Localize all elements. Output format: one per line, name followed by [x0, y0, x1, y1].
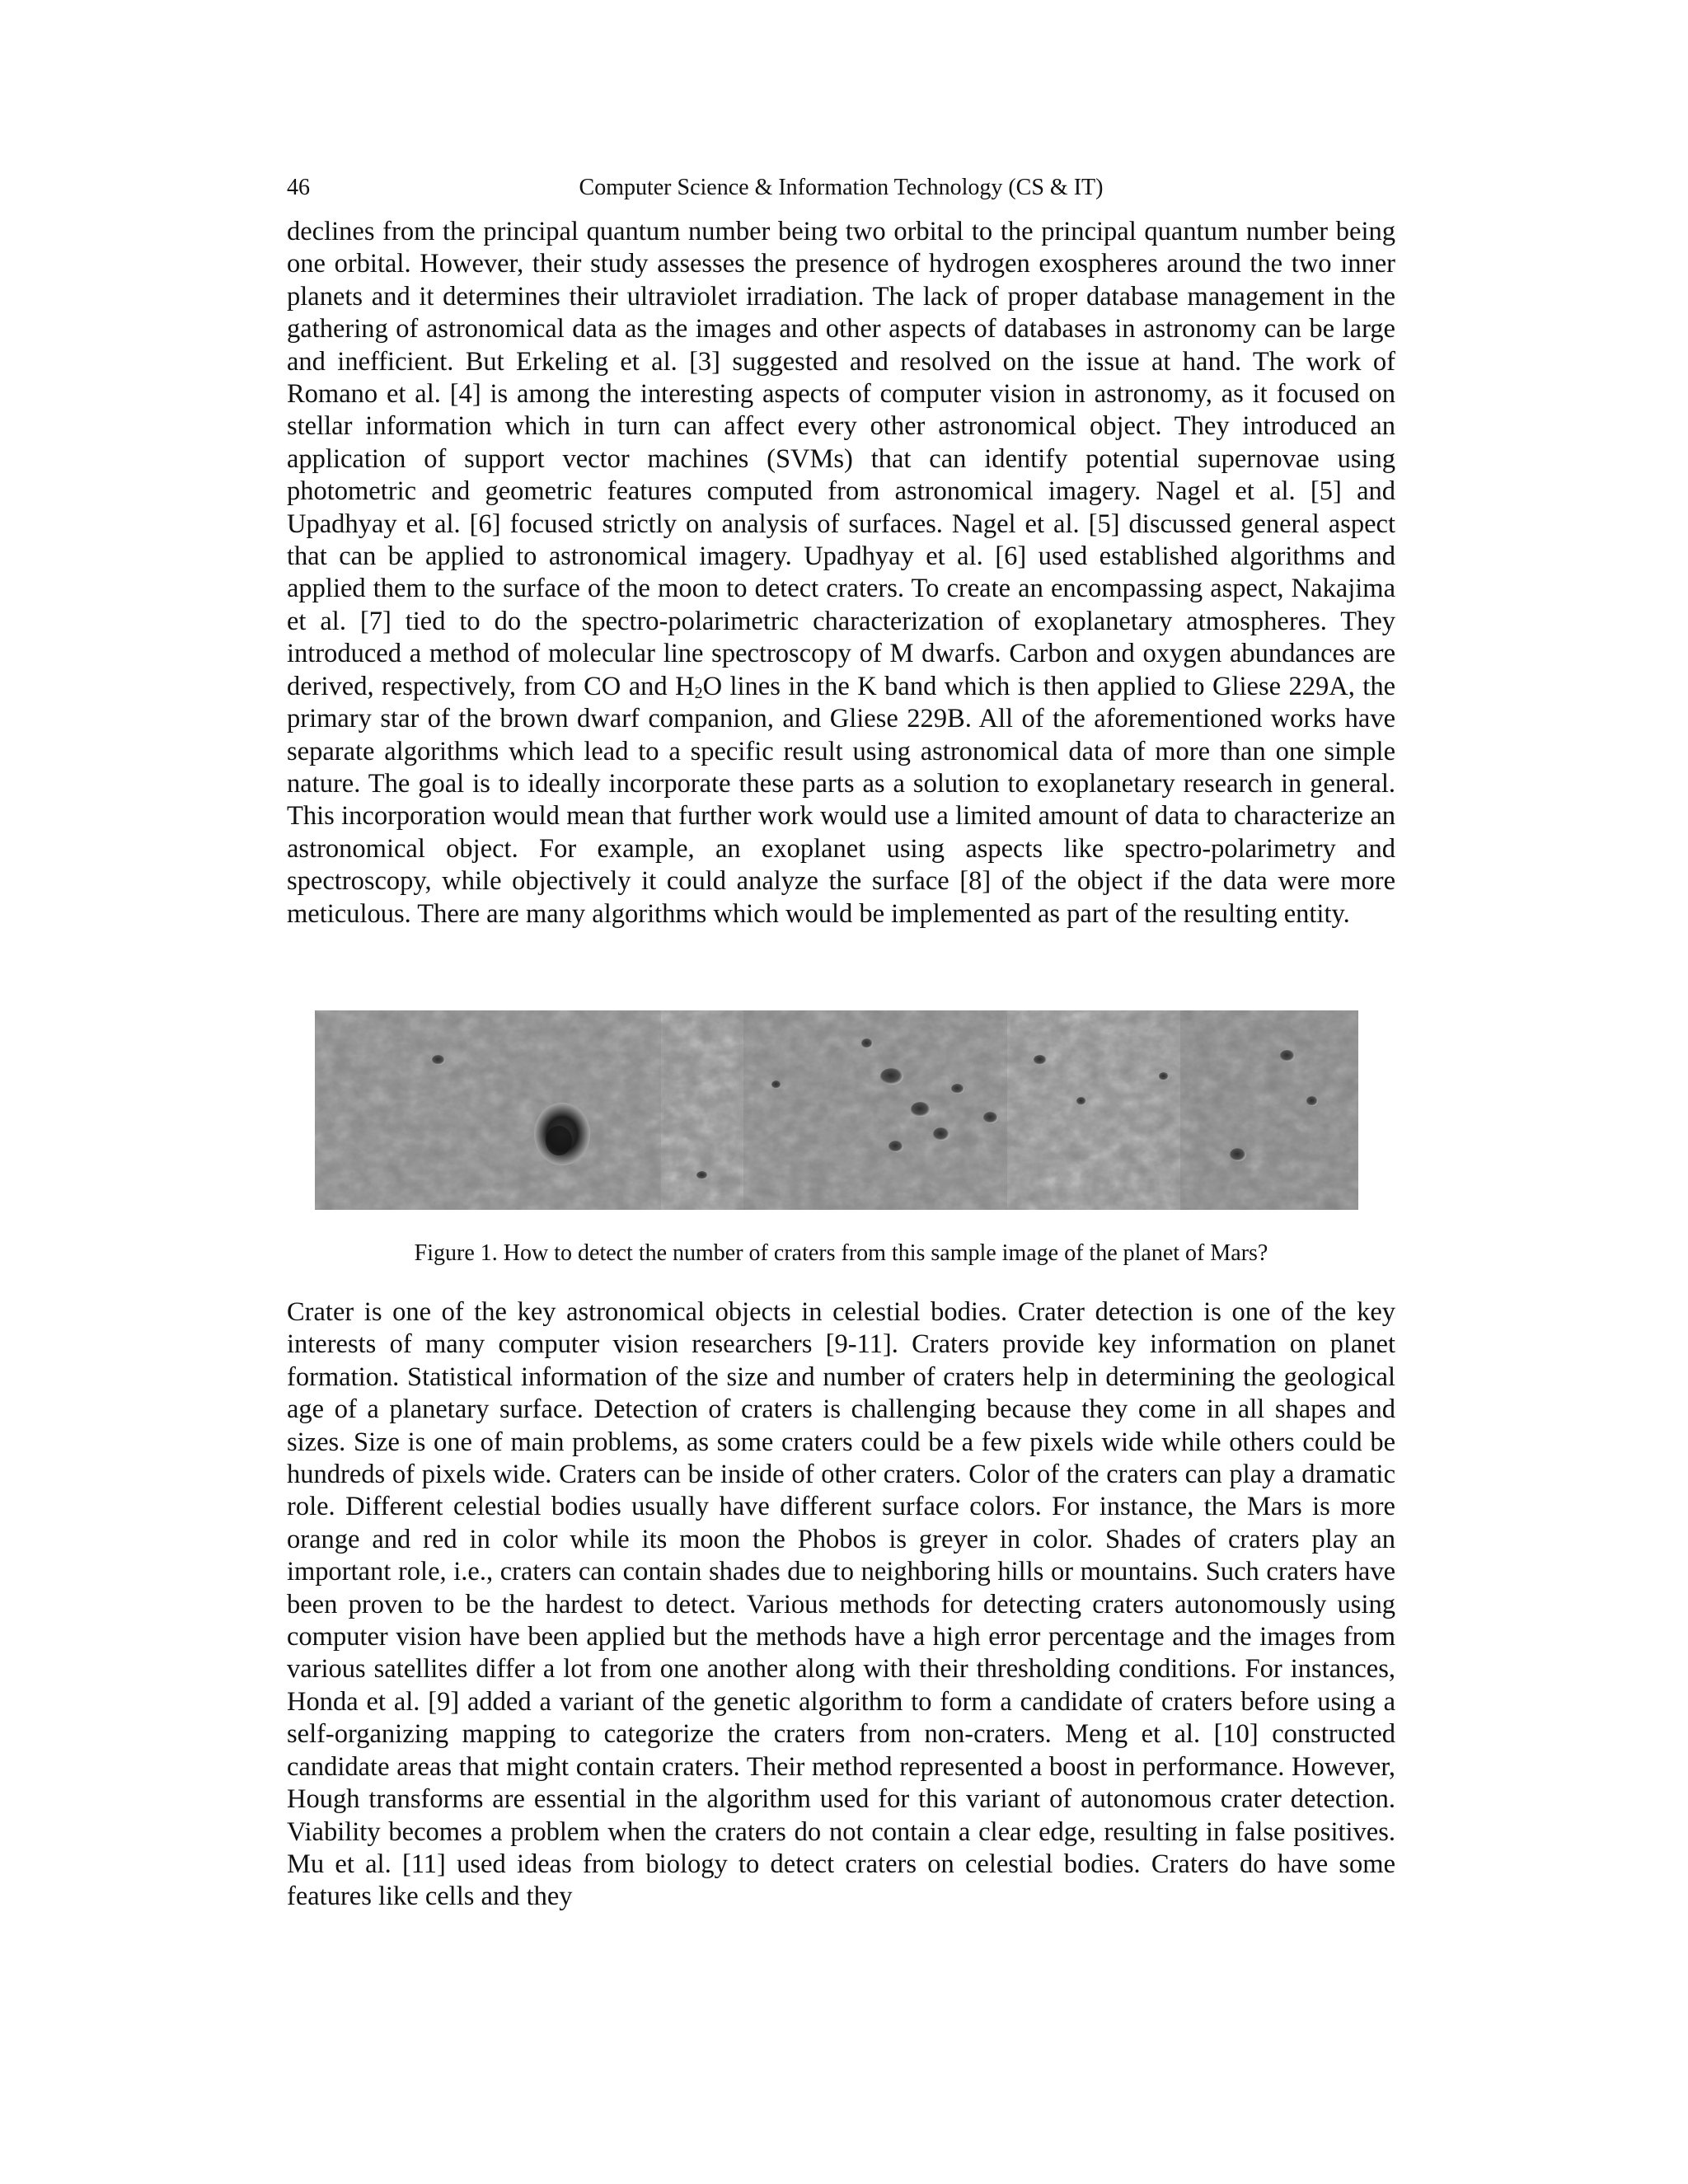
h2o-subscript: 2	[694, 683, 703, 702]
paragraph-1-text-a: declines from the principal quantum number being two orbital to the principal quantum number being one orbital. However, their study assesses the presence of hydrogen exospheres around the two inner planets and it determines their ultraviolet irradiation. The lack of proper database management in the gathering of astronomical data as the images and other aspects of databases in astronomy can be large and inefficient. But Erkeling et al. [3] suggested and resolved on the issue at hand. The work of Romano et al. [4] is among the interesting aspects of computer vision in astronomy, as it focused on stellar information which in turn can affect every other astronomical object. They introduced an application of support vector machines (SVMs) that can identify potential supernovae using photometric and geometric features computed from astronomical imagery. Nagel et al. [5] and Upadhyay et al. [6] focused strictly on analysis of surfaces. Nagel et al. [5] discussed general aspect that can be applied to astronomical imagery. Upadhyay et al. [6] used established algorithms and applied them to the surface of the moon to detect craters. To create an encompassing aspect, Nakajima et al. [7] tied to do the spectro-polarimetric characterization of exoplanetary atmospheres. They introduced a method of molecular line spectroscopy of M dwarfs. Carbon and oxygen abundances are derived, respectively, from CO and H	[287, 217, 1395, 701]
page-header	[287, 171, 1395, 204]
mars-surface-image	[315, 1010, 1358, 1210]
body-paragraph-2: Crater is one of the key astronomical objects in celestial bodies. Crater detection is one of the key interests of many computer vision researchers [9-11]. Craters provide key information on planet formation. Statistical information of the size and number of craters help in determining the geological age of a planetary surface. Detection of craters is challenging because they come in all shapes and sizes. Size is one of main problems, as some craters could be a few pixels wide while others could be hundreds of pixels wide. Craters can be inside of other craters. Color of the craters can play a dramatic role. Different celestial bodies usually have different surface colors. For instance, the Mars is more orange and red in color while its moon the Phobos is greyer in color. Shades of craters play an important role, i.e., craters can contain shades due to neighboring hills or mountains. Such craters have been proven to be the hardest to detect. Various methods for detecting craters autonomously using computer vision have been applied but the methods have a high error percentage and the images from various satellites differ a lot from one another along with their thresholding conditions. For instances, Honda et al. [9] added a variant of the genetic algorithm to form a candidate of craters before using a self-organizing mapping to categorize the craters from non-craters. Meng et al. [10] constructed candidate areas that might contain craters. Their method represented a boost in performance. However, Hough transforms are essential in the algorithm used for this variant of autonomous crater detection. Viability becomes a problem when the craters do not contain a clear edge, resulting in false positives. Mu et al. [11] used ideas from biology to detect craters on celestial bodies. Craters do have some features like cells and they	[287, 1297, 1395, 1912]
figure-caption: Figure 1. How to detect the number of craters from this sample image of the planet of Mars?	[414, 1240, 1268, 1266]
page-number: 46	[287, 175, 310, 200]
paragraph-1-text-b: O lines in the K band which is then applied to Gliese 229A, the primary star of the brown dwarf companion, and Gliese 229B. All of the aforementioned works have separate algorithms which lead to a specific result using astronomical data of more than one simple nature. The goal is to ideally incorporate these parts as a solution to exoplanetary research in general. This incorporation would mean that further work would use a limited amount of data to characterize an astronomical object. For example, an exoplanet using aspects like spectro-polarimetry and spectroscopy, while objectively it could analyze the surface [8] of the object if the data were more meticulous. There are many algorithms which would be implemented as part of the resulting entity.	[287, 671, 1395, 929]
running-head: Computer Science & Information Technology (CS & IT)	[579, 175, 1104, 200]
body-paragraph-1	[287, 216, 1395, 930]
mars-surface-illustration	[315, 1010, 1358, 1210]
